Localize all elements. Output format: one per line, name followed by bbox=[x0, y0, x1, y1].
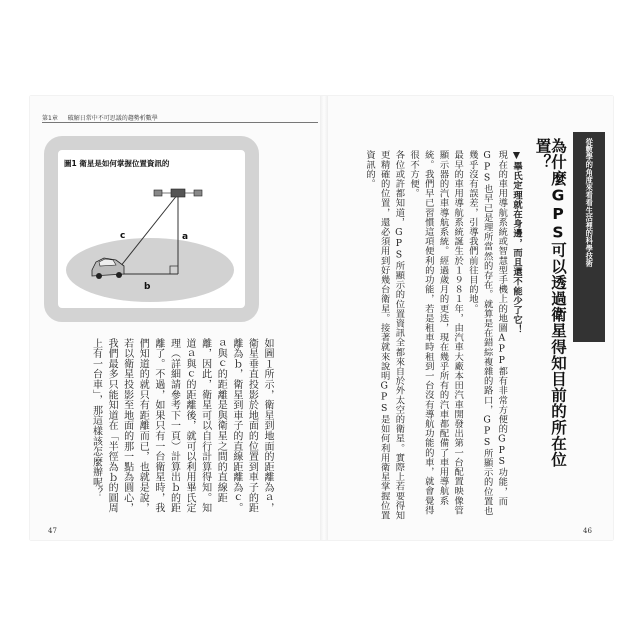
paragraph-2: 最早的車用導航系統誕生於１９８１年，由汽車大廠本田汽車開發出第一台配置映像管顯示器的汽車導航系統。經過歲月的更迭，現在幾乎所有的汽車都配備了車用導航系統。我們早已習慣這項便利的功能，若是租車時租到一台沒有導航功能的車，就會覺得很不方便。 bbox=[408, 150, 464, 515]
chapter-label: 第1章 bbox=[42, 115, 58, 122]
running-header bbox=[42, 113, 166, 122]
gps-triangle-diagram bbox=[58, 172, 248, 308]
page-number-left: 47 bbox=[48, 527, 57, 535]
section-sidebar-text: 從數學的角度來看看生活裡的科學技術 bbox=[585, 138, 595, 268]
subheading: ▼畢氏定理就在身邊，而且還不能少了它！ bbox=[511, 150, 522, 335]
book-gutter bbox=[320, 96, 328, 540]
page-title: 為什麼GPS可以透過衛星得知目前的所在位置？ bbox=[533, 138, 567, 468]
ground-ellipse bbox=[66, 238, 234, 302]
header-rule bbox=[42, 122, 318, 123]
left-body-text: 如圖１所示，衛星到地面的距離為ａ，衛星垂直投影於地面的位置到車子的距離為ｂ，衛星到車子的直線距離為ｃ。ａ與ｃ的距離是與衛星之間的直線距離，因此，衛星可以自行計算得知。知道ａ與ｃ的距離後，就可以利用畢氏定理（詳細請參考下一頁）計算出ｂ的距離了。不過，如果只有一台衛星時，我們知道的就只有距離而已，也就是說，若以衛星投影至地面的那一點為圓心，我們最多只能知道在「半徑為ｂ的圓周上有一台車」，那這樣該怎麼辦呢？ bbox=[90, 338, 273, 514]
chapter-title: 破解日常中不可思議的趨勢析數學 bbox=[67, 115, 158, 122]
label-b: b bbox=[144, 282, 151, 292]
satellite-icon bbox=[154, 189, 202, 197]
paragraph-1: 現在的車用導航系統或智慧型手機上的地圖APP都有非常方便的GPS功能，而GPS也早已是理所當然的存在。就算是在錯綜複雜的路口，GPS所顯示的位置也幾乎沒有誤差，引導我們前往目的地。 bbox=[466, 150, 508, 516]
paragraph-3: 各位或許都知道，GPS所顯示的位置資訊全都來自於外太空的衛星。實際上若要得知更精確的位置，還必須用到好幾台衛星。接著就來說明GPS是如何利用衛星掌握位置資訊的。 bbox=[363, 150, 405, 520]
page-number-right: 46 bbox=[583, 527, 592, 535]
label-a: a bbox=[182, 232, 189, 242]
right-body-text bbox=[363, 150, 523, 520]
figure-caption: 圖1 衛星是如何掌握位置資訊的 bbox=[64, 159, 170, 168]
label-c: c bbox=[120, 231, 126, 241]
